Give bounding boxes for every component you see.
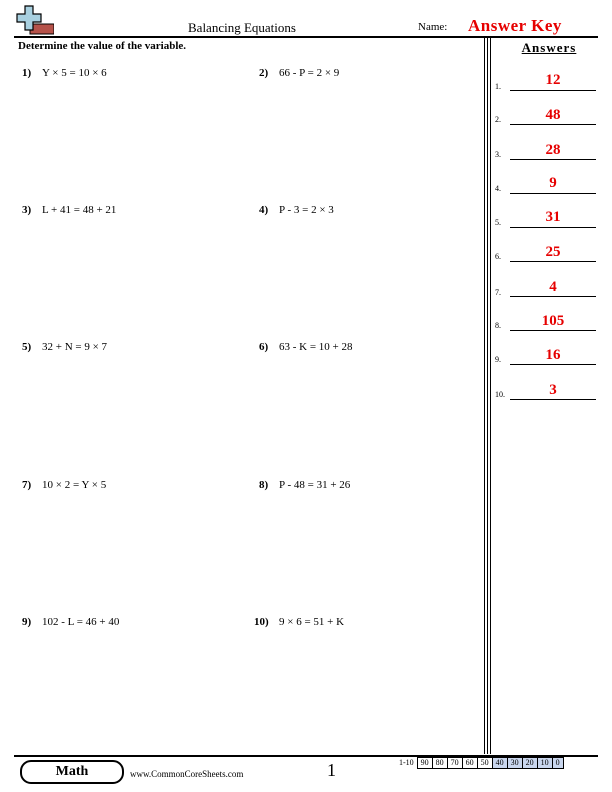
score-cell: 20 [522, 757, 538, 769]
subject-badge: Math [20, 760, 124, 784]
answers-header: Answers [521, 40, 577, 55]
answer-value: 25 [545, 244, 561, 260]
answer-value: 28 [545, 142, 561, 158]
answer-number: 5. [495, 218, 501, 227]
score-cell: 50 [477, 757, 493, 769]
problem-equation: P - 3 = 2 × 3 [279, 204, 334, 216]
score-cell: 0 [552, 757, 564, 769]
instructions: Determine the value of the variable. [18, 40, 187, 52]
score-cell: 40 [492, 757, 508, 769]
answer-number: 3. [495, 150, 501, 159]
answer-value: 31 [545, 209, 561, 225]
score-cell: 80 [432, 757, 448, 769]
problem-number: 9) [22, 616, 32, 628]
answer-line [510, 330, 596, 331]
column-divider [490, 36, 491, 754]
problem-equation: 66 - P = 2 × 9 [279, 67, 340, 79]
problem-equation: 32 + N = 9 × 7 [42, 341, 108, 353]
problem-number: 2) [259, 67, 269, 79]
column-divider [484, 36, 485, 754]
answer-number: 8. [495, 321, 501, 330]
answer-line [510, 124, 596, 125]
answer-line [510, 159, 596, 160]
column-divider [487, 36, 488, 754]
answer-number: 4. [495, 184, 501, 193]
problem-1 [22, 67, 107, 79]
problem-number: 3) [22, 204, 32, 216]
problem-equation: 9 × 6 = 51 + K [279, 616, 345, 628]
answer-line [510, 193, 596, 194]
score-cell: 60 [462, 757, 478, 769]
problem-5 [22, 341, 107, 353]
score-cell: 90 [417, 757, 433, 769]
answer-number: 9. [495, 355, 501, 364]
header-divider [14, 36, 598, 38]
answer-value: 4 [549, 279, 557, 295]
problem-equation: Y × 5 = 10 × 6 [42, 67, 107, 79]
score-cell: 70 [447, 757, 463, 769]
problem-7 [22, 479, 106, 491]
problem-number: 4) [259, 204, 269, 216]
problem-10 [254, 616, 344, 628]
worksheet-title: Balancing Equations [188, 20, 296, 35]
answer-value: 12 [545, 72, 561, 88]
problem-equation: 10 × 2 = Y × 5 [42, 479, 107, 491]
answer-value: 16 [545, 347, 561, 363]
problem-number: 6) [259, 341, 269, 353]
problem-number: 8) [259, 479, 269, 491]
answer-number: 7. [495, 288, 501, 297]
problem-equation: P - 48 = 31 + 26 [279, 479, 351, 491]
problem-6 [259, 341, 353, 353]
problem-equation: 63 - K = 10 + 28 [279, 341, 353, 353]
problem-number: 5) [22, 341, 32, 353]
score-table [399, 757, 564, 769]
answer-line [510, 364, 596, 365]
answer-number: 2. [495, 115, 501, 124]
problem-4 [259, 204, 334, 216]
page-number: 1 [327, 760, 336, 780]
score-cell: 10 [537, 757, 553, 769]
website-label: www.CommonCoreSheets.com [130, 769, 244, 779]
name-label: Name: [418, 21, 448, 33]
answer-line [510, 261, 596, 262]
answer-number: 10. [495, 390, 505, 399]
problem-number: 7) [22, 479, 32, 491]
math-plus-logo-icon [14, 4, 54, 40]
problem-equation: 102 - L = 46 + 40 [42, 616, 120, 628]
answer-value: 105 [541, 313, 565, 329]
problem-number: 10) [254, 616, 269, 628]
answer-line [510, 399, 596, 400]
score-cell: 30 [507, 757, 523, 769]
answer-value: 48 [545, 107, 561, 123]
problem-number: 1) [22, 67, 32, 79]
answer-value: 9 [549, 175, 557, 191]
answer-line [510, 227, 596, 228]
score-range-label: 1-10 [399, 758, 414, 767]
answer-line [510, 90, 596, 91]
problem-9 [22, 616, 119, 628]
answer-key-label: Answer Key [468, 16, 562, 35]
problem-8 [259, 479, 350, 491]
problem-3 [22, 204, 116, 216]
answer-value: 3 [549, 382, 557, 398]
problem-2 [259, 67, 339, 79]
answer-number: 6. [495, 252, 501, 261]
problem-equation: L + 41 = 48 + 21 [42, 204, 117, 216]
answer-line [510, 296, 596, 297]
answer-number: 1. [495, 82, 501, 91]
